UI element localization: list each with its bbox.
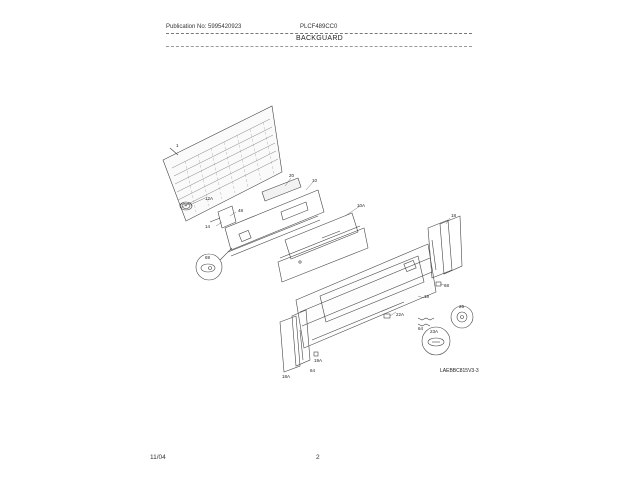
callout-68: 68 [444, 283, 450, 288]
footer-date: 11/04 [150, 454, 166, 461]
right-end-cap [428, 216, 462, 278]
overlay-glass [278, 213, 368, 282]
callout-64-bottom: 64 [310, 368, 316, 373]
callout-26: 26 [459, 304, 465, 309]
callout-10: 10 [312, 178, 318, 183]
callout-20: 20 [289, 173, 295, 178]
callout-18a: 18A [282, 374, 291, 379]
detail-circle-far-right [451, 306, 473, 328]
callout-19a: 19A [314, 358, 323, 363]
spring-clip-part [180, 202, 192, 210]
section-title: BACKGUARD [296, 35, 344, 42]
model-number: PLCF489CC0 [300, 24, 338, 30]
callout-22a: 22A [396, 312, 405, 317]
callout-23a: 23A [430, 329, 439, 334]
callout-12a: 12A [205, 196, 214, 201]
bracket-part [210, 206, 236, 228]
publication-number: Publication No: 5995420923 [166, 24, 242, 30]
callout-18-frame: 18 [424, 294, 430, 299]
callout-1: 1 [176, 143, 179, 148]
figure-reference: LAEBBC815V3-3 [440, 368, 479, 374]
callout-18-right: 18 [451, 213, 457, 218]
callout-48: 48 [238, 208, 244, 213]
callout-69: 69 [205, 255, 211, 260]
page-number: 2 [316, 454, 320, 461]
callout-64: 64 [418, 326, 424, 331]
detail-circle-left [196, 248, 232, 280]
callout-10a: 10A [357, 203, 366, 208]
callout-14: 14 [205, 224, 211, 229]
backguard-frame [296, 244, 439, 348]
